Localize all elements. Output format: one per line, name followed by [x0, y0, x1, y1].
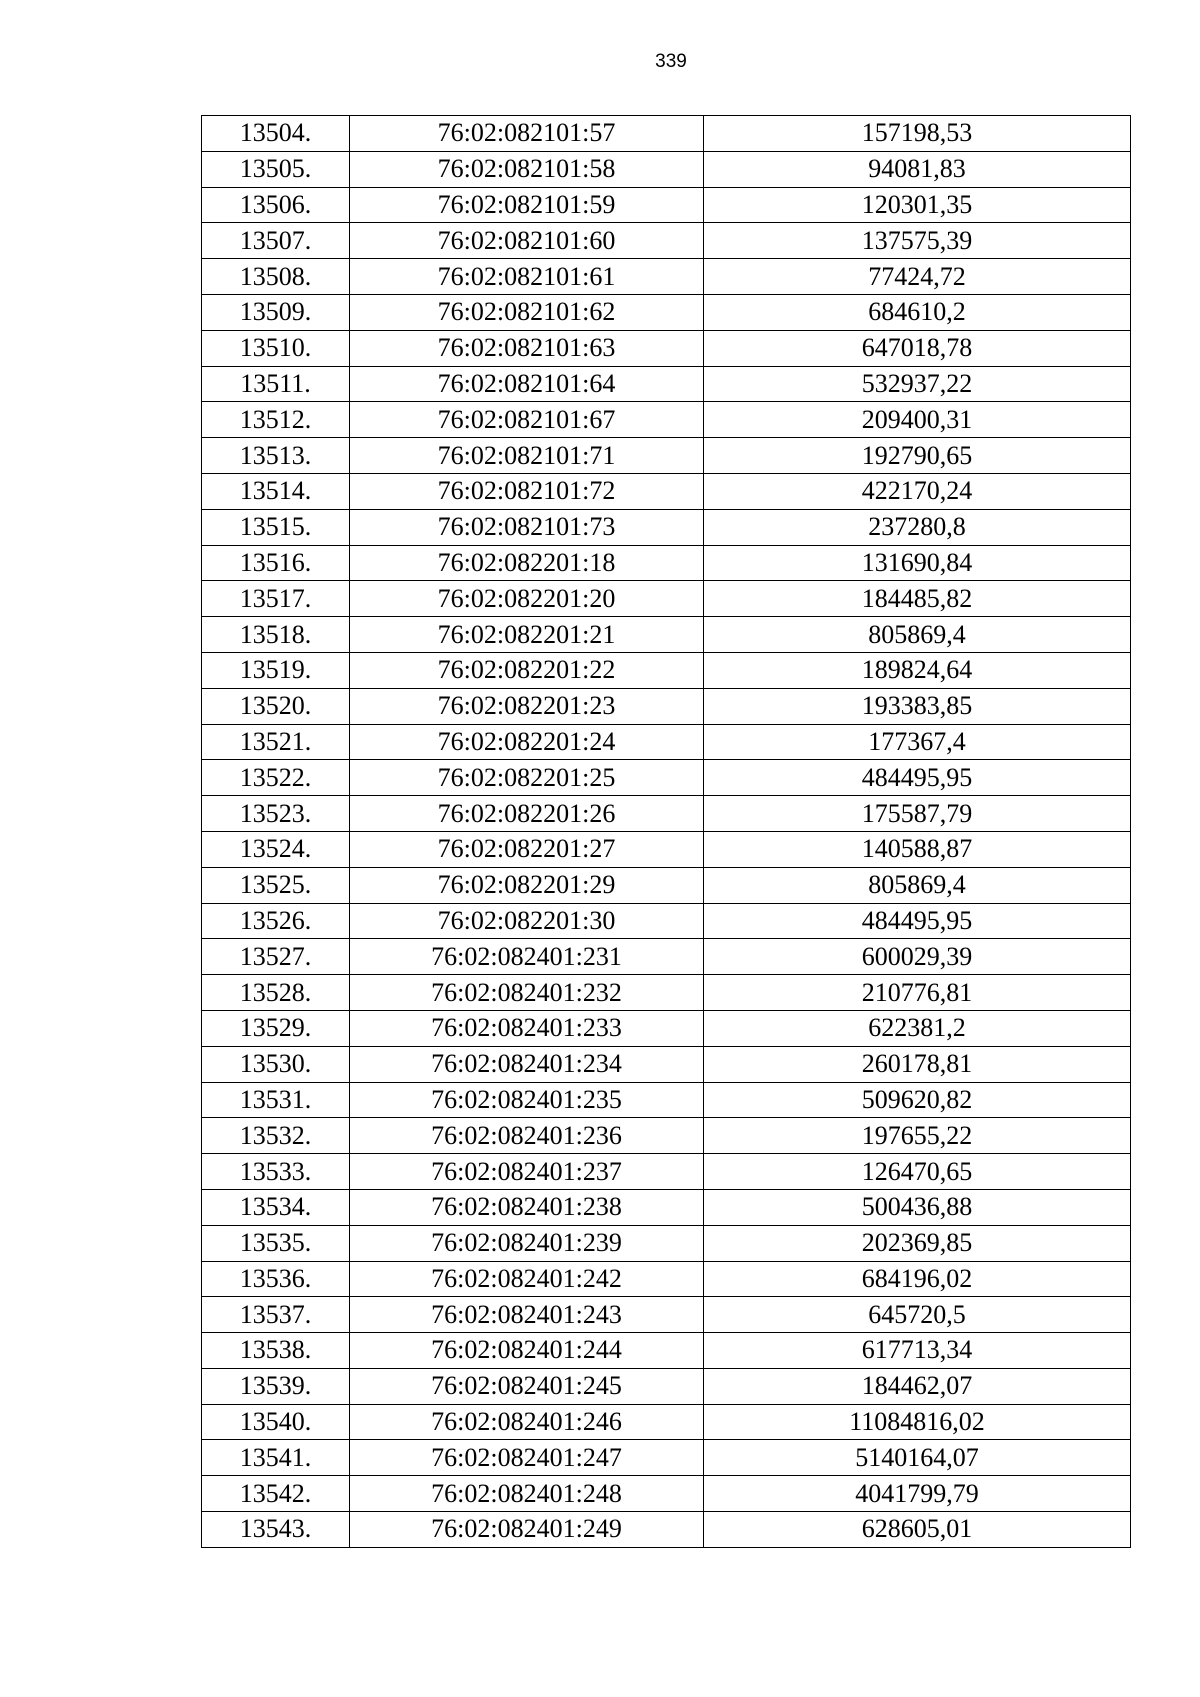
cadastral-number-cell: 76:02:082101:71	[350, 438, 704, 474]
cadastral-number-cell: 76:02:082201:22	[350, 652, 704, 688]
table-row	[202, 831, 1131, 867]
value-cell: 622381,2	[704, 1010, 1131, 1046]
table-row	[202, 796, 1131, 832]
value-cell: 94081,83	[704, 151, 1131, 187]
table-body	[202, 116, 1131, 1548]
value-cell: 202369,85	[704, 1225, 1131, 1261]
value-cell: 175587,79	[704, 796, 1131, 832]
value-cell: 509620,82	[704, 1082, 1131, 1118]
table-row	[202, 1082, 1131, 1118]
table-row	[202, 116, 1131, 152]
cadastral-number-cell: 76:02:082201:20	[350, 581, 704, 617]
row-number-cell: 13529.	[202, 1010, 350, 1046]
cadastral-number-cell: 76:02:082401:231	[350, 939, 704, 975]
table-row	[202, 545, 1131, 581]
cadastral-number-cell: 76:02:082401:248	[350, 1476, 704, 1512]
row-number-cell: 13521.	[202, 724, 350, 760]
value-cell: 684196,02	[704, 1261, 1131, 1297]
value-cell: 4041799,79	[704, 1476, 1131, 1512]
row-number-cell: 13524.	[202, 831, 350, 867]
row-number-cell: 13507.	[202, 223, 350, 259]
row-number-cell: 13519.	[202, 652, 350, 688]
cadastral-number-cell: 76:02:082101:67	[350, 402, 704, 438]
row-number-cell: 13526.	[202, 903, 350, 939]
row-number-cell: 13532.	[202, 1118, 350, 1154]
value-cell: 184462,07	[704, 1368, 1131, 1404]
value-cell: 237280,8	[704, 509, 1131, 545]
row-number-cell: 13527.	[202, 939, 350, 975]
value-cell: 5140164,07	[704, 1440, 1131, 1476]
table-row	[202, 223, 1131, 259]
row-number-cell: 13513.	[202, 438, 350, 474]
cadastral-number-cell: 76:02:082101:59	[350, 187, 704, 223]
value-cell: 500436,88	[704, 1189, 1131, 1225]
row-number-cell: 13541.	[202, 1440, 350, 1476]
cadastral-number-cell: 76:02:082101:61	[350, 259, 704, 295]
table-row	[202, 151, 1131, 187]
cadastral-number-cell: 76:02:082101:72	[350, 473, 704, 509]
table-row	[202, 1440, 1131, 1476]
cadastral-value-table	[201, 115, 1131, 1548]
cadastral-number-cell: 76:02:082101:60	[350, 223, 704, 259]
table-row	[202, 1512, 1131, 1548]
value-cell: 137575,39	[704, 223, 1131, 259]
row-number-cell: 13536.	[202, 1261, 350, 1297]
table-row	[202, 1404, 1131, 1440]
cadastral-number-cell: 76:02:082401:243	[350, 1297, 704, 1333]
row-number-cell: 13518.	[202, 617, 350, 653]
row-number-cell: 13504.	[202, 116, 350, 152]
row-number-cell: 13523.	[202, 796, 350, 832]
value-cell: 647018,78	[704, 330, 1131, 366]
cadastral-number-cell: 76:02:082201:29	[350, 867, 704, 903]
value-cell: 189824,64	[704, 652, 1131, 688]
cadastral-number-cell: 76:02:082401:237	[350, 1154, 704, 1190]
row-number-cell: 13511.	[202, 366, 350, 402]
row-number-cell: 13508.	[202, 259, 350, 295]
table-row	[202, 724, 1131, 760]
row-number-cell: 13520.	[202, 688, 350, 724]
table-row	[202, 1261, 1131, 1297]
cadastral-number-cell: 76:02:082401:244	[350, 1333, 704, 1369]
value-cell: 209400,31	[704, 402, 1131, 438]
row-number-cell: 13505.	[202, 151, 350, 187]
cadastral-number-cell: 76:02:082401:238	[350, 1189, 704, 1225]
row-number-cell: 13514.	[202, 473, 350, 509]
row-number-cell: 13512.	[202, 402, 350, 438]
row-number-cell: 13542.	[202, 1476, 350, 1512]
table-row	[202, 939, 1131, 975]
value-cell: 197655,22	[704, 1118, 1131, 1154]
row-number-cell: 13543.	[202, 1512, 350, 1548]
cadastral-number-cell: 76:02:082201:27	[350, 831, 704, 867]
value-cell: 184485,82	[704, 581, 1131, 617]
value-cell: 77424,72	[704, 259, 1131, 295]
cadastral-number-cell: 76:02:082401:234	[350, 1046, 704, 1082]
value-cell: 422170,24	[704, 473, 1131, 509]
table-row	[202, 1297, 1131, 1333]
table-row	[202, 1476, 1131, 1512]
value-cell: 532937,22	[704, 366, 1131, 402]
value-cell: 131690,84	[704, 545, 1131, 581]
cadastral-number-cell: 76:02:082101:62	[350, 294, 704, 330]
cadastral-number-cell: 76:02:082401:242	[350, 1261, 704, 1297]
table-row	[202, 867, 1131, 903]
table-row	[202, 1046, 1131, 1082]
row-number-cell: 13510.	[202, 330, 350, 366]
table-row	[202, 509, 1131, 545]
table-row	[202, 581, 1131, 617]
cadastral-number-cell: 76:02:082201:23	[350, 688, 704, 724]
table-row	[202, 1189, 1131, 1225]
cadastral-number-cell: 76:02:082201:18	[350, 545, 704, 581]
row-number-cell: 13517.	[202, 581, 350, 617]
table-row	[202, 402, 1131, 438]
cadastral-number-cell: 76:02:082101:63	[350, 330, 704, 366]
row-number-cell: 13522.	[202, 760, 350, 796]
cadastral-number-cell: 76:02:082101:58	[350, 151, 704, 187]
cadastral-number-cell: 76:02:082401:239	[350, 1225, 704, 1261]
row-number-cell: 13540.	[202, 1404, 350, 1440]
cadastral-number-cell: 76:02:082401:249	[350, 1512, 704, 1548]
value-cell: 177367,4	[704, 724, 1131, 760]
table-row	[202, 617, 1131, 653]
table-row	[202, 259, 1131, 295]
table-row	[202, 330, 1131, 366]
table-row	[202, 366, 1131, 402]
cadastral-number-cell: 76:02:082401:233	[350, 1010, 704, 1046]
row-number-cell: 13509.	[202, 294, 350, 330]
table-row	[202, 1368, 1131, 1404]
table-row	[202, 1010, 1131, 1046]
value-cell: 126470,65	[704, 1154, 1131, 1190]
table-row	[202, 1225, 1131, 1261]
cadastral-number-cell: 76:02:082401:235	[350, 1082, 704, 1118]
value-cell: 193383,85	[704, 688, 1131, 724]
cadastral-number-cell: 76:02:082101:57	[350, 116, 704, 152]
cadastral-number-cell: 76:02:082401:246	[350, 1404, 704, 1440]
row-number-cell: 13531.	[202, 1082, 350, 1118]
value-cell: 628605,01	[704, 1512, 1131, 1548]
table-row	[202, 1118, 1131, 1154]
cadastral-number-cell: 76:02:082201:26	[350, 796, 704, 832]
row-number-cell: 13537.	[202, 1297, 350, 1333]
row-number-cell: 13530.	[202, 1046, 350, 1082]
cadastral-number-cell: 76:02:082201:25	[350, 760, 704, 796]
table-row	[202, 187, 1131, 223]
row-number-cell: 13528.	[202, 975, 350, 1011]
cadastral-number-cell: 76:02:082401:247	[350, 1440, 704, 1476]
table-row	[202, 688, 1131, 724]
row-number-cell: 13525.	[202, 867, 350, 903]
value-cell: 484495,95	[704, 760, 1131, 796]
value-cell: 192790,65	[704, 438, 1131, 474]
value-cell: 805869,4	[704, 867, 1131, 903]
cadastral-number-cell: 76:02:082401:245	[350, 1368, 704, 1404]
table-row	[202, 760, 1131, 796]
row-number-cell: 13534.	[202, 1189, 350, 1225]
value-cell: 484495,95	[704, 903, 1131, 939]
cadastral-number-cell: 76:02:082201:30	[350, 903, 704, 939]
table-row	[202, 652, 1131, 688]
value-cell: 684610,2	[704, 294, 1131, 330]
cadastral-number-cell: 76:02:082401:232	[350, 975, 704, 1011]
table-row	[202, 1333, 1131, 1369]
row-number-cell: 13533.	[202, 1154, 350, 1190]
value-cell: 600029,39	[704, 939, 1131, 975]
value-cell: 260178,81	[704, 1046, 1131, 1082]
table-row	[202, 903, 1131, 939]
value-cell: 210776,81	[704, 975, 1131, 1011]
value-cell: 11084816,02	[704, 1404, 1131, 1440]
value-cell: 140588,87	[704, 831, 1131, 867]
cadastral-number-cell: 76:02:082101:64	[350, 366, 704, 402]
cadastral-number-cell: 76:02:082401:236	[350, 1118, 704, 1154]
row-number-cell: 13539.	[202, 1368, 350, 1404]
cadastral-number-cell: 76:02:082101:73	[350, 509, 704, 545]
row-number-cell: 13535.	[202, 1225, 350, 1261]
row-number-cell: 13538.	[202, 1333, 350, 1369]
cadastral-number-cell: 76:02:082201:24	[350, 724, 704, 760]
value-cell: 120301,35	[704, 187, 1131, 223]
table-row	[202, 438, 1131, 474]
table-row	[202, 294, 1131, 330]
page-number: 339	[655, 51, 687, 72]
value-cell: 645720,5	[704, 1297, 1131, 1333]
cadastral-number-cell: 76:02:082201:21	[350, 617, 704, 653]
row-number-cell: 13516.	[202, 545, 350, 581]
table-row	[202, 975, 1131, 1011]
table-row	[202, 473, 1131, 509]
row-number-cell: 13515.	[202, 509, 350, 545]
value-cell: 157198,53	[704, 116, 1131, 152]
value-cell: 617713,34	[704, 1333, 1131, 1369]
row-number-cell: 13506.	[202, 187, 350, 223]
table-row	[202, 1154, 1131, 1190]
value-cell: 805869,4	[704, 617, 1131, 653]
